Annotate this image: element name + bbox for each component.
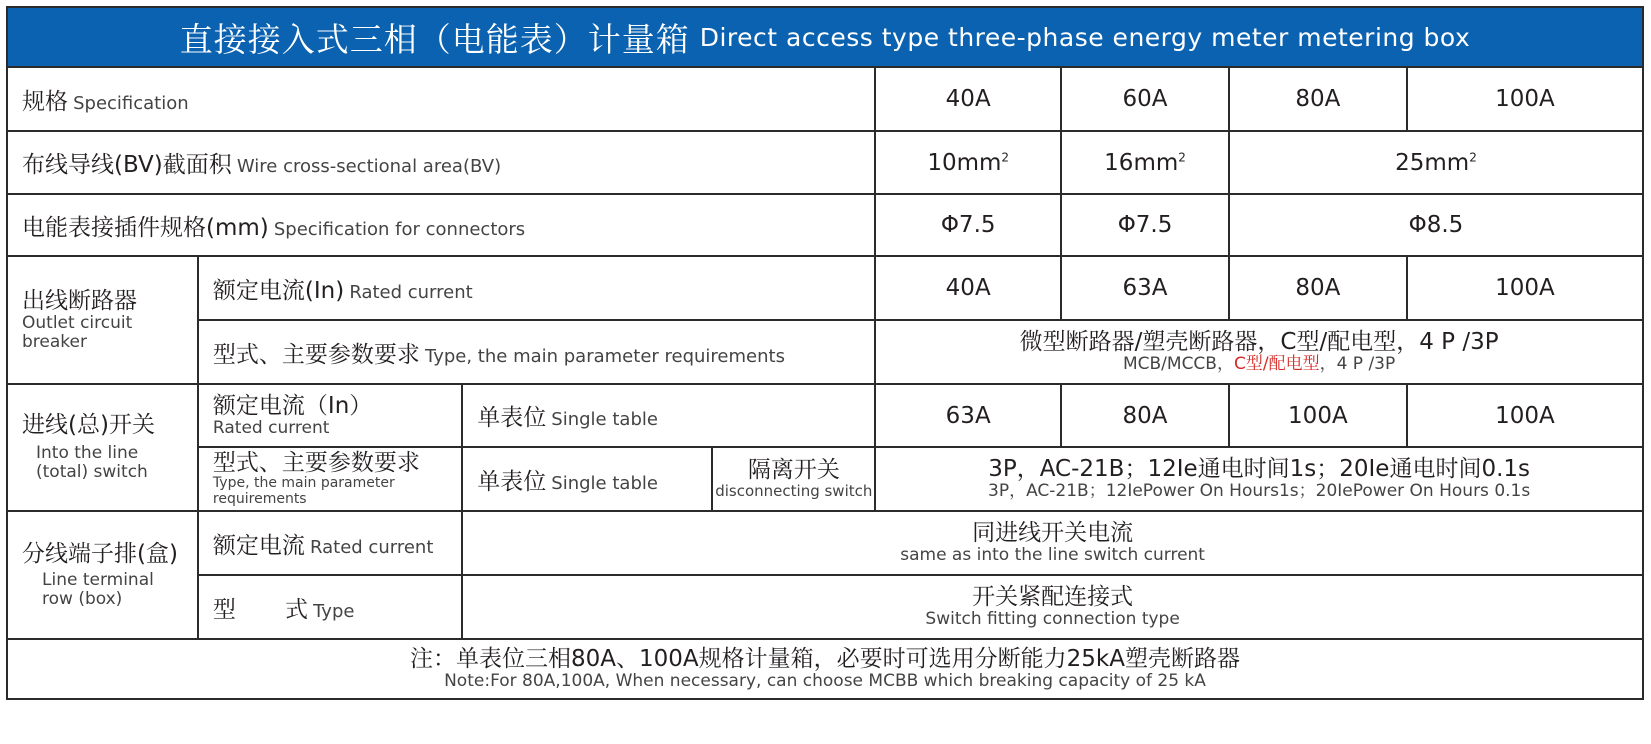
inlet-type-single: 单表位 Single table [462,447,712,511]
connector-label: 电能表接插件规格(mm) Specification for connectors [7,194,875,256]
connector-value: Φ7.5 [875,194,1061,256]
inlet-rated-value: 63A [875,384,1061,447]
spec-table [6,66,1644,700]
outlet-rated-value: 40A [875,256,1061,320]
outlet-rated-value: 63A [1061,256,1229,320]
inlet-rated-label: 额定电流（In） Rated current [198,384,462,447]
row-outlet-rated [7,256,1643,320]
spec-value: 60A [1061,67,1229,131]
inlet-single-table: 单表位 Single table [462,384,875,447]
row-connector [7,194,1643,256]
footnote: 注：单表位三相80A、100A规格计量箱，必要时可选用分断能力25kA塑壳断路器 Note:For 80A,100A, When necessary, can choose MCBB which breaking capacity of 25 kA [7,639,1643,699]
inlet-rated-value: 100A [1407,384,1643,447]
outlet-rated-value: 80A [1229,256,1407,320]
table-title [6,6,1644,66]
row-wire-area [7,131,1643,194]
disconnecting-switch-label: 隔离开关 disconnecting switch [712,447,875,511]
inlet-rated-value: 80A [1061,384,1229,447]
terminal-rated-label: 额定电流 Rated current [198,511,462,575]
terminal-label: 分线端子排(盒) Line terminal row (box) [7,511,198,639]
inlet-type-value: 3P，AC-21B；12Ie通电时间1s；20Ie通电时间0.1s 3P，AC-21B；12IePower On Hours1s；20IePower On Hours 0.1s [875,447,1643,511]
row-inlet-rated [7,384,1643,447]
inlet-rated-value: 100A [1229,384,1407,447]
spec-value: 100A [1407,67,1643,131]
spec-label: 规格 Specification [7,67,875,131]
connector-value: Φ8.5 [1229,194,1643,256]
spec-value: 40A [875,67,1061,131]
wire-value: $16mm^2$ [1061,131,1229,194]
terminal-type-value: 开关紧配连接式 Switch fitting connection type [462,575,1643,639]
outlet-type-label: 型式、主要参数要求 Type, the main parameter requirements [198,320,875,384]
title-en: Direct access type three-phase energy meter metering box [699,22,1471,52]
outlet-breaker-label: 出线断路器 Outlet circuit breaker [7,256,198,384]
wire-value: $25mm^2$ [1229,131,1643,194]
row-outlet-type [7,320,1643,384]
outlet-rated-value: 100A [1407,256,1643,320]
inlet-switch-label: 进线(总)开关 Into the line (total) switch [7,384,198,511]
row-terminal-rated [7,511,1643,575]
row-note [7,639,1643,699]
row-terminal-type [7,575,1643,639]
spec-sheet [6,6,1644,700]
spec-value: 80A [1229,67,1407,131]
outlet-rated-label: 额定电流(In) Rated current [198,256,875,320]
outlet-type-value: 微型断路器/塑壳断路器，C型/配电型，4 P /3P MCB/MCCB，C型/配电型，4 P /3P [875,320,1643,384]
wire-label: 布线导线(BV)截面积 Wire cross-sectional area(BV) [7,131,875,194]
row-inlet-type [7,447,1643,511]
wire-value: $10mm^2$ [875,131,1061,194]
connector-value: Φ7.5 [1061,194,1229,256]
row-specification [7,67,1643,131]
inlet-type-label: 型式、主要参数要求 Type, the main parameter requirements [198,447,462,511]
type-highlight: C型/配电型 [1233,354,1320,375]
terminal-type-label: 型 式 Type [198,575,462,639]
title-zh: 直接接入式三相（电能表）计量箱 [179,19,690,59]
terminal-rated-value: 同进线开关电流 same as into the line switch current [462,511,1643,575]
